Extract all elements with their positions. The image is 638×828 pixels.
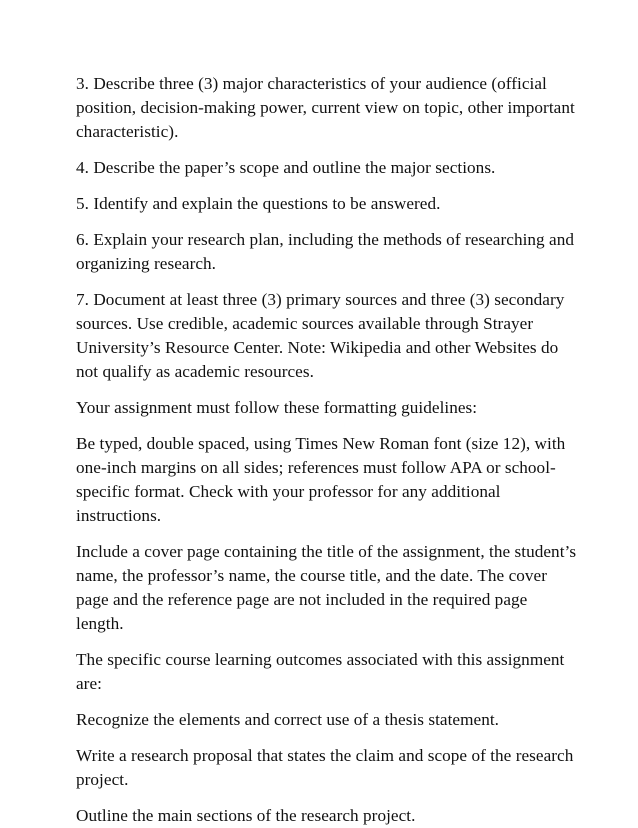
formatting-guideline-typing: Be typed, double spaced, using Times New Roman font (size 12), with one-inch margins on all sides; references must follow APA or school-specific format. Check with your professor for any additional instructions. [76,434,566,525]
paragraph-item-5-questions: 5. Identify and explain the questions to be answered. [76,194,441,213]
paragraph-item-3-audience: 3. Describe three (3) major characteristics of your audience (official position, decision-making power, current view on topic, other important characteristic). [76,74,575,141]
learning-outcome-outline: Outline the main sections of the research project. [76,806,416,825]
learning-outcome-proposal: Write a research proposal that states the claim and scope of the research project. [76,746,574,789]
paragraph-item-6-research-plan: 6. Explain your research plan, including the methods of researching and organizing research. [76,230,575,273]
learning-outcome-thesis: Recognize the elements and correct use of a thesis statement. [76,710,500,729]
learning-outcomes-intro: The specific course learning outcomes associated with this assignment are: [76,650,565,693]
formatting-guideline-cover-page: Include a cover page containing the title of the assignment, the student’s name, the professor’s name, the course title, and the date. The cover page and the reference page are not included in the required page length. [76,542,577,633]
formatting-guidelines-intro: Your assignment must follow these formatting guidelines: [76,398,478,417]
paragraph-item-7-sources: 7. Document at least three (3) primary sources and three (3) secondary sources. Use credible, academic sources available through Strayer University’s Resource Center. Note: Wikipedia and other Websites do not qualify as academic resources. [76,290,565,381]
paragraph-item-4-scope: 4. Describe the paper’s scope and outline the major sections. [76,158,496,177]
